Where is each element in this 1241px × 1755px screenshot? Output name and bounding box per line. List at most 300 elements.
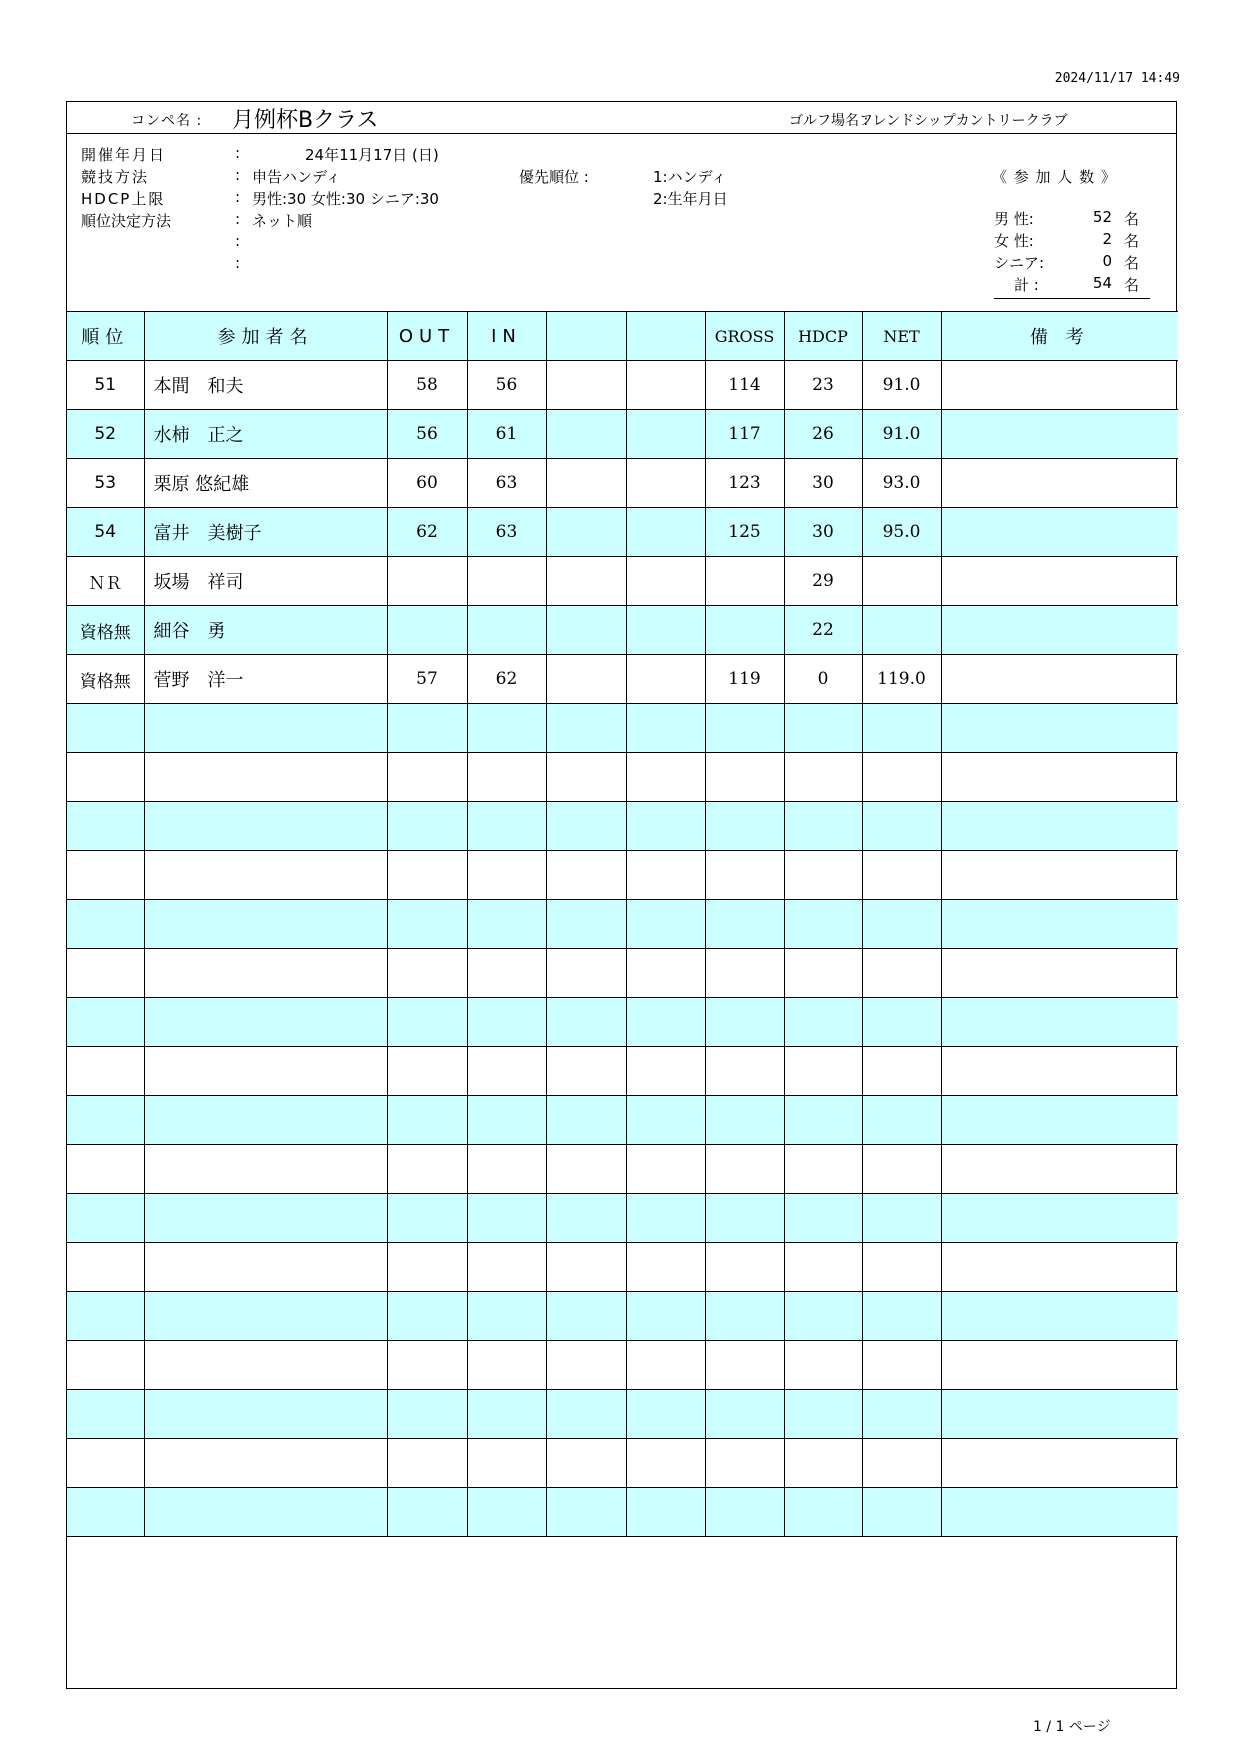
cell-blank-1 [546,802,626,851]
method-label: 競技方法 [81,168,150,186]
cell-out-score [387,1243,467,1292]
cell-out-score [387,1488,467,1537]
cell-blank-1 [546,655,626,704]
cell-net-score [862,1047,941,1096]
cell-gross-score [705,606,784,655]
cell-net-score [862,1439,941,1488]
cell-player-name: 水柿 正之 [144,410,387,459]
cell-rank: ＮＲ [67,557,144,606]
cell-blank-2 [626,459,705,508]
cell-player-name [144,998,387,1047]
cell-hdcp: 30 [784,459,862,508]
cell-blank-1 [546,1096,626,1145]
cell-blank-1 [546,1243,626,1292]
cell-rank [67,1341,144,1390]
cell-hdcp [784,1390,862,1439]
cell-blank-2 [626,1341,705,1390]
cell-blank-1 [546,410,626,459]
cell-blank-2 [626,1194,705,1243]
cell-gross-score [705,1439,784,1488]
cell-out-score [387,802,467,851]
cell-net-score [862,802,941,851]
cell-out-score [387,753,467,802]
competition-info [67,134,1176,312]
cell-rank [67,1390,144,1439]
cell-net-score: 93.0 [862,459,941,508]
cell-hdcp: 22 [784,606,862,655]
cell-blank-2 [626,1292,705,1341]
cell-net-score [862,1243,941,1292]
cell-rank [67,949,144,998]
cell-player-name: 本間 和夫 [144,361,387,410]
cell-player-name [144,900,387,949]
cell-net-score [862,704,941,753]
cell-net-score [862,1292,941,1341]
cell-blank-1 [546,361,626,410]
cell-blank-1 [546,1390,626,1439]
cell-in-score: 63 [467,508,546,557]
cell-hdcp [784,704,862,753]
cell-net-score [862,949,941,998]
cell-blank-2 [626,851,705,900]
cell-hdcp [784,802,862,851]
cell-hdcp [784,1439,862,1488]
cell-blank-1 [546,1488,626,1537]
table-row [67,1439,1178,1488]
cell-in-score [467,704,546,753]
cell-gross-score [705,1243,784,1292]
cell-net-score [862,753,941,802]
cell-net-score: 91.0 [862,410,941,459]
count-label-female: 女 性: [994,232,1034,250]
cell-remarks [941,851,1178,900]
cell-hdcp [784,998,862,1047]
cell-rank [67,1292,144,1341]
cell-player-name [144,704,387,753]
cell-remarks [941,1390,1178,1439]
cell-blank-1 [546,1341,626,1390]
priority-label: 優先順位 : [519,168,589,186]
cell-in-score: 61 [467,410,546,459]
cell-out-score [387,704,467,753]
cell-gross-score: 117 [705,410,784,459]
cell-blank-2 [626,361,705,410]
cell-blank-1 [546,557,626,606]
cell-out-score [387,1096,467,1145]
cell-hdcp [784,900,862,949]
cell-remarks [941,900,1178,949]
method-value: 申告ハンディ [252,168,341,186]
blank-colon-1: : [235,232,241,250]
cell-player-name [144,851,387,900]
cell-hdcp [784,851,862,900]
cell-out-score [387,851,467,900]
cell-remarks [941,753,1178,802]
cell-remarks [941,1047,1178,1096]
cell-blank-2 [626,606,705,655]
cell-hdcp: 26 [784,410,862,459]
count-value-senior: 0 [1102,252,1112,270]
priority-1: 1:ハンディ [653,168,727,186]
table-row [67,1096,1178,1145]
header-out: OUT [387,312,467,361]
cell-rank: 53 [67,459,144,508]
cell-remarks [941,508,1178,557]
count-label-male: 男 性: [994,210,1034,228]
cell-blank-1 [546,1047,626,1096]
table-row [67,1047,1178,1096]
header-remarks: 備 考 [941,312,1178,361]
header-net: NET [862,312,941,361]
hdcp-value: 男性:30 女性:30 シニア:30 [252,190,439,208]
count-label-senior: シニア: [994,254,1045,272]
cell-blank-1 [546,1292,626,1341]
count-unit-total: 名 [1124,276,1140,294]
cell-blank-1 [546,704,626,753]
cell-remarks [941,1096,1178,1145]
cell-player-name: 菅野 洋一 [144,655,387,704]
cell-out-score [387,1390,467,1439]
cell-gross-score [705,1096,784,1145]
cell-remarks [941,1292,1178,1341]
priority-2: 2:生年月日 [653,190,728,208]
cell-player-name [144,1047,387,1096]
cell-gross-score [705,1341,784,1390]
cell-player-name: 栗原 悠紀雄 [144,459,387,508]
cell-rank [67,704,144,753]
cell-net-score [862,1341,941,1390]
cell-in-score [467,606,546,655]
cell-hdcp [784,1194,862,1243]
table-row [67,851,1178,900]
cell-player-name [144,1243,387,1292]
golf-course-label: ゴルフ場名 : [789,113,869,129]
cell-net-score [862,606,941,655]
cell-net-score: 95.0 [862,508,941,557]
cell-rank: 52 [67,410,144,459]
date-colon: : [235,144,241,162]
table-row [67,1145,1178,1194]
cell-remarks [941,949,1178,998]
cell-out-score: 60 [387,459,467,508]
cell-remarks [941,557,1178,606]
page-number: 1 / 1 ページ [1033,1719,1111,1735]
cell-remarks [941,655,1178,704]
cell-net-score [862,851,941,900]
cell-in-score [467,851,546,900]
cell-rank [67,1047,144,1096]
date-value: 24年11月17日 (日) [305,146,439,164]
cell-in-score [467,900,546,949]
cell-rank [67,1145,144,1194]
cell-player-name: 富井 美樹子 [144,508,387,557]
header-gross: GROSS [705,312,784,361]
table-row [67,1243,1178,1292]
header-hdcp: HDCP [784,312,862,361]
cell-gross-score [705,1488,784,1537]
cell-blank-2 [626,557,705,606]
cell-gross-score [705,1145,784,1194]
cell-rank: 資格無 [67,606,144,655]
cell-remarks [941,1194,1178,1243]
table-row [67,949,1178,998]
header-blank-2 [626,312,705,361]
cell-in-score [467,753,546,802]
cell-remarks [941,459,1178,508]
cell-blank-1 [546,949,626,998]
table-header-row [67,312,1178,361]
cell-rank [67,753,144,802]
cell-rank [67,1488,144,1537]
cell-blank-1 [546,998,626,1047]
cell-out-score [387,1145,467,1194]
cell-rank: 資格無 [67,655,144,704]
table-row [67,557,1178,606]
cell-blank-1 [546,753,626,802]
blank-colon-2: : [235,254,241,272]
cell-gross-score [705,1390,784,1439]
cell-blank-1 [546,459,626,508]
hdcp-colon: : [235,188,241,206]
cell-player-name [144,1341,387,1390]
table-row [67,1488,1178,1537]
cell-net-score [862,900,941,949]
competition-name: 月例杯Bクラス [232,108,379,133]
header-rank: 順位 [67,312,144,361]
cell-rank [67,998,144,1047]
cell-gross-score [705,1292,784,1341]
cell-remarks [941,410,1178,459]
table-row [67,900,1178,949]
cell-player-name [144,1488,387,1537]
cell-player-name: 坂場 祥司 [144,557,387,606]
hdcp-label: HDCP上限 [81,190,166,208]
method-colon: : [235,166,241,184]
cell-player-name [144,1390,387,1439]
cell-in-score [467,949,546,998]
cell-blank-2 [626,508,705,557]
cell-blank-1 [546,606,626,655]
cell-hdcp [784,1488,862,1537]
cell-net-score [862,1145,941,1194]
cell-remarks [941,1488,1178,1537]
cell-in-score [467,1145,546,1194]
cell-gross-score [705,1047,784,1096]
cell-blank-1 [546,1145,626,1194]
report-frame [66,101,1177,1689]
cell-in-score [467,998,546,1047]
cell-remarks [941,1243,1178,1292]
cell-out-score [387,1047,467,1096]
cell-rank [67,1243,144,1292]
cell-in-score: 56 [467,361,546,410]
table-row [67,1292,1178,1341]
table-row [67,655,1178,704]
cell-gross-score: 123 [705,459,784,508]
cell-hdcp: 0 [784,655,862,704]
table-row [67,508,1178,557]
cell-hdcp [784,1145,862,1194]
cell-blank-2 [626,802,705,851]
cell-in-score [467,1488,546,1537]
cell-player-name [144,753,387,802]
cell-player-name [144,1292,387,1341]
count-unit-male: 名 [1124,210,1140,228]
table-row [67,410,1178,459]
cell-net-score [862,557,941,606]
table-row [67,361,1178,410]
date-label: 開催年月日 [81,146,167,164]
cell-hdcp [784,1243,862,1292]
cell-net-score [862,1194,941,1243]
cell-out-score [387,1439,467,1488]
cell-in-score [467,1341,546,1390]
table-row [67,704,1178,753]
cell-rank: 51 [67,361,144,410]
table-row [67,459,1178,508]
cell-gross-score [705,704,784,753]
cell-gross-score [705,753,784,802]
cell-gross-score [705,802,784,851]
count-unit-female: 名 [1124,232,1140,250]
count-value-total: 54 [1092,274,1112,292]
cell-remarks [941,1439,1178,1488]
cell-in-score: 62 [467,655,546,704]
cell-hdcp [784,1341,862,1390]
cell-hdcp: 29 [784,557,862,606]
cell-net-score [862,1488,941,1537]
cell-blank-2 [626,949,705,998]
cell-blank-1 [546,508,626,557]
cell-blank-1 [546,851,626,900]
cell-player-name [144,1096,387,1145]
cell-player-name: 細谷 勇 [144,606,387,655]
cell-rank [67,851,144,900]
cell-blank-2 [626,1390,705,1439]
cell-blank-1 [546,900,626,949]
cell-remarks [941,998,1178,1047]
cell-in-score [467,1047,546,1096]
cell-blank-2 [626,998,705,1047]
cell-in-score: 63 [467,459,546,508]
cell-gross-score [705,949,784,998]
cell-out-score [387,900,467,949]
header-name: 参加者名 [144,312,387,361]
cell-out-score: 56 [387,410,467,459]
cell-gross-score [705,998,784,1047]
golf-course-name: フレンドシップカントリークラブ [859,113,1068,129]
cell-out-score [387,998,467,1047]
table-row [67,802,1178,851]
cell-in-score [467,1390,546,1439]
cell-rank [67,802,144,851]
table-row [67,998,1178,1047]
cell-rank [67,900,144,949]
title-bar [67,102,1176,134]
cell-remarks [941,1145,1178,1194]
print-timestamp: 2024/11/17 14:49 [1054,71,1180,86]
cell-blank-2 [626,1243,705,1292]
cell-net-score: 91.0 [862,361,941,410]
cell-player-name [144,949,387,998]
count-value-male: 52 [1092,208,1112,226]
cell-player-name [144,1145,387,1194]
cell-blank-2 [626,900,705,949]
cell-blank-2 [626,1439,705,1488]
count-unit-senior: 名 [1124,254,1140,272]
cell-player-name [144,802,387,851]
cell-hdcp: 23 [784,361,862,410]
cell-out-score: 57 [387,655,467,704]
cell-out-score [387,1292,467,1341]
header-in: IN [467,312,546,361]
cell-hdcp [784,949,862,998]
cell-hdcp [784,1047,862,1096]
participant-count-box [992,166,1172,306]
cell-blank-2 [626,1047,705,1096]
cell-remarks [941,606,1178,655]
cell-blank-2 [626,704,705,753]
cell-in-score [467,1439,546,1488]
ranking-value: ネット順 [252,212,313,230]
cell-out-score [387,1341,467,1390]
cell-gross-score [705,900,784,949]
cell-blank-2 [626,1488,705,1537]
cell-rank [67,1439,144,1488]
cell-net-score: 119.0 [862,655,941,704]
cell-gross-score: 125 [705,508,784,557]
cell-in-score [467,1194,546,1243]
cell-in-score [467,557,546,606]
ranking-label: 順位決定方法 [81,212,172,230]
count-value-female: 2 [1102,230,1112,248]
cell-in-score [467,802,546,851]
cell-net-score [862,998,941,1047]
cell-rank [67,1096,144,1145]
cell-out-score [387,557,467,606]
cell-in-score [467,1292,546,1341]
table-row [67,1341,1178,1390]
cell-net-score [862,1096,941,1145]
cell-blank-2 [626,1145,705,1194]
cell-hdcp: 30 [784,508,862,557]
cell-remarks [941,802,1178,851]
count-divider [994,298,1150,299]
cell-hdcp [784,1096,862,1145]
cell-gross-score [705,557,784,606]
cell-blank-2 [626,1096,705,1145]
cell-remarks [941,361,1178,410]
cell-remarks [941,1341,1178,1390]
cell-in-score [467,1243,546,1292]
table-row [67,1390,1178,1439]
cell-blank-2 [626,753,705,802]
cell-out-score [387,606,467,655]
competition-label: コンペ名 : [131,113,203,129]
cell-blank-2 [626,410,705,459]
cell-gross-score [705,1194,784,1243]
cell-net-score [862,1390,941,1439]
ranking-colon: : [235,210,241,228]
results-table [67,311,1178,1537]
cell-gross-score [705,851,784,900]
table-row [67,753,1178,802]
cell-in-score [467,1096,546,1145]
cell-out-score: 62 [387,508,467,557]
cell-player-name [144,1439,387,1488]
table-row [67,1194,1178,1243]
cell-blank-2 [626,655,705,704]
